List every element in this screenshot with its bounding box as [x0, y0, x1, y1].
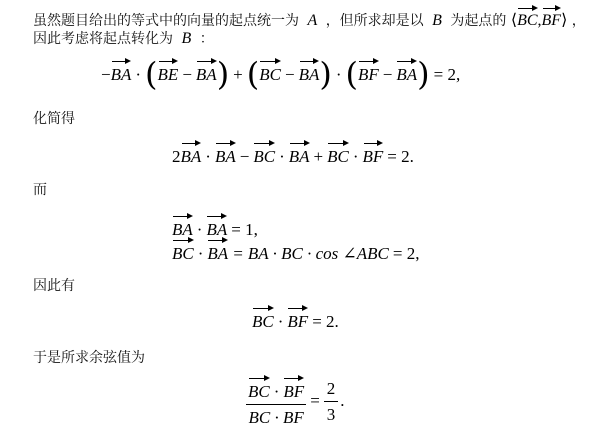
- intro-line-2-text: 因此考虑将起点转化为: [33, 31, 173, 47]
- equation-3-line-1: [172, 214, 258, 240]
- equals-sign: =: [310, 390, 320, 410]
- minus-sign: −: [182, 65, 192, 84]
- right-paren: ): [417, 55, 430, 93]
- dot-operator: ·: [352, 147, 359, 166]
- vector-bf: BF: [287, 306, 308, 330]
- vector-ba: BA: [207, 238, 228, 262]
- left-paren: (: [345, 55, 358, 93]
- equation-3-line-2: [172, 238, 419, 264]
- dot-operator: ·: [197, 244, 204, 263]
- angle-bracket-pair: ⟨BC,BF⟩: [511, 12, 568, 29]
- equation-4: [252, 306, 339, 332]
- vector-bc: BC: [172, 238, 194, 262]
- comma: ,: [537, 12, 542, 29]
- coefficient: 2: [172, 147, 181, 166]
- vector-ba: BA: [299, 59, 320, 83]
- equation-1: [101, 55, 461, 93]
- intro-line-2: [33, 30, 214, 48]
- right-paren: ): [216, 55, 230, 93]
- vector-ba: BA: [196, 59, 217, 83]
- equation-3-line-1-rhs: = 1,: [231, 220, 258, 239]
- and-label: 而: [33, 182, 47, 198]
- vector-ba: BA: [181, 141, 202, 165]
- equation-3-line-2-middle: = BA · BC · cos ∠ABC: [232, 244, 389, 263]
- dot-operator: ·: [279, 147, 285, 166]
- vector-bc: BC: [517, 6, 537, 29]
- vector-bc: BC: [259, 59, 281, 83]
- simplify-label: 化简得: [33, 111, 75, 127]
- conclusion-label: 于是所求余弦值为: [33, 350, 145, 366]
- equation-2-rhs: = 2.: [387, 147, 414, 166]
- equation-5: [246, 376, 345, 428]
- equation-4-rhs: = 2.: [312, 312, 339, 331]
- period: .: [340, 390, 345, 410]
- vector-ba: BA: [396, 59, 417, 83]
- therefore-label: 因此有: [33, 278, 75, 294]
- intro-text-2: ，但所求却是以: [325, 13, 424, 29]
- dot-operator: ·: [273, 382, 280, 401]
- dot-operator: ·: [205, 147, 211, 166]
- intro-text-4: ，: [571, 13, 586, 29]
- vector-bc: BC: [248, 376, 270, 400]
- vector-ba: BA: [289, 141, 310, 165]
- cosine-fraction: [246, 376, 306, 428]
- intro-text-3: 为起点的: [450, 13, 507, 29]
- fraction-numerator: [246, 376, 306, 405]
- dot-operator: ·: [196, 220, 203, 239]
- intro-text-1: 虽然题目给出的等式中的向量的起点统一为: [33, 13, 299, 29]
- vector-ba: BA: [215, 141, 236, 165]
- fraction-denominator: BC · BF: [248, 408, 304, 427]
- vector-bf: BF: [542, 6, 562, 29]
- plus-sign: +: [313, 147, 324, 166]
- vector-bc: BC: [252, 306, 274, 330]
- dot-operator: ·: [335, 65, 342, 84]
- vector-be: BE: [158, 59, 179, 83]
- equation-2: [172, 141, 414, 167]
- equation-3-line-2-rhs: = 2,: [392, 244, 420, 263]
- result-numerator: 2: [324, 379, 339, 402]
- minus-sign: −: [101, 65, 111, 84]
- vector-bf: BF: [358, 59, 379, 83]
- point-b-2: B: [181, 30, 192, 47]
- point-a: A: [307, 12, 318, 29]
- intro-line-1: [33, 6, 586, 30]
- dot-operator: ·: [135, 65, 142, 84]
- point-b: B: [432, 12, 442, 29]
- result-fraction: [324, 379, 339, 425]
- vector-ba: BA: [111, 59, 132, 83]
- vector-ba: BA: [206, 214, 227, 238]
- vector-ba: BA: [172, 214, 193, 238]
- vector-bc: BC: [327, 141, 349, 165]
- intro-line-2-end: ：: [199, 31, 214, 47]
- equation-1-rhs: = 2,: [433, 65, 461, 84]
- plus-sign: +: [233, 65, 243, 84]
- result-denominator: 3: [326, 405, 336, 424]
- vector-bc: BC: [253, 141, 275, 165]
- vector-bf: BF: [283, 376, 304, 400]
- right-paren: ): [319, 55, 332, 93]
- minus-sign: −: [284, 65, 295, 84]
- left-paren: (: [145, 55, 158, 93]
- minus-sign: −: [382, 65, 393, 84]
- left-paren: (: [246, 55, 260, 93]
- dot-operator: ·: [277, 312, 284, 331]
- minus-sign: −: [239, 147, 250, 166]
- vector-bf: BF: [363, 141, 384, 165]
